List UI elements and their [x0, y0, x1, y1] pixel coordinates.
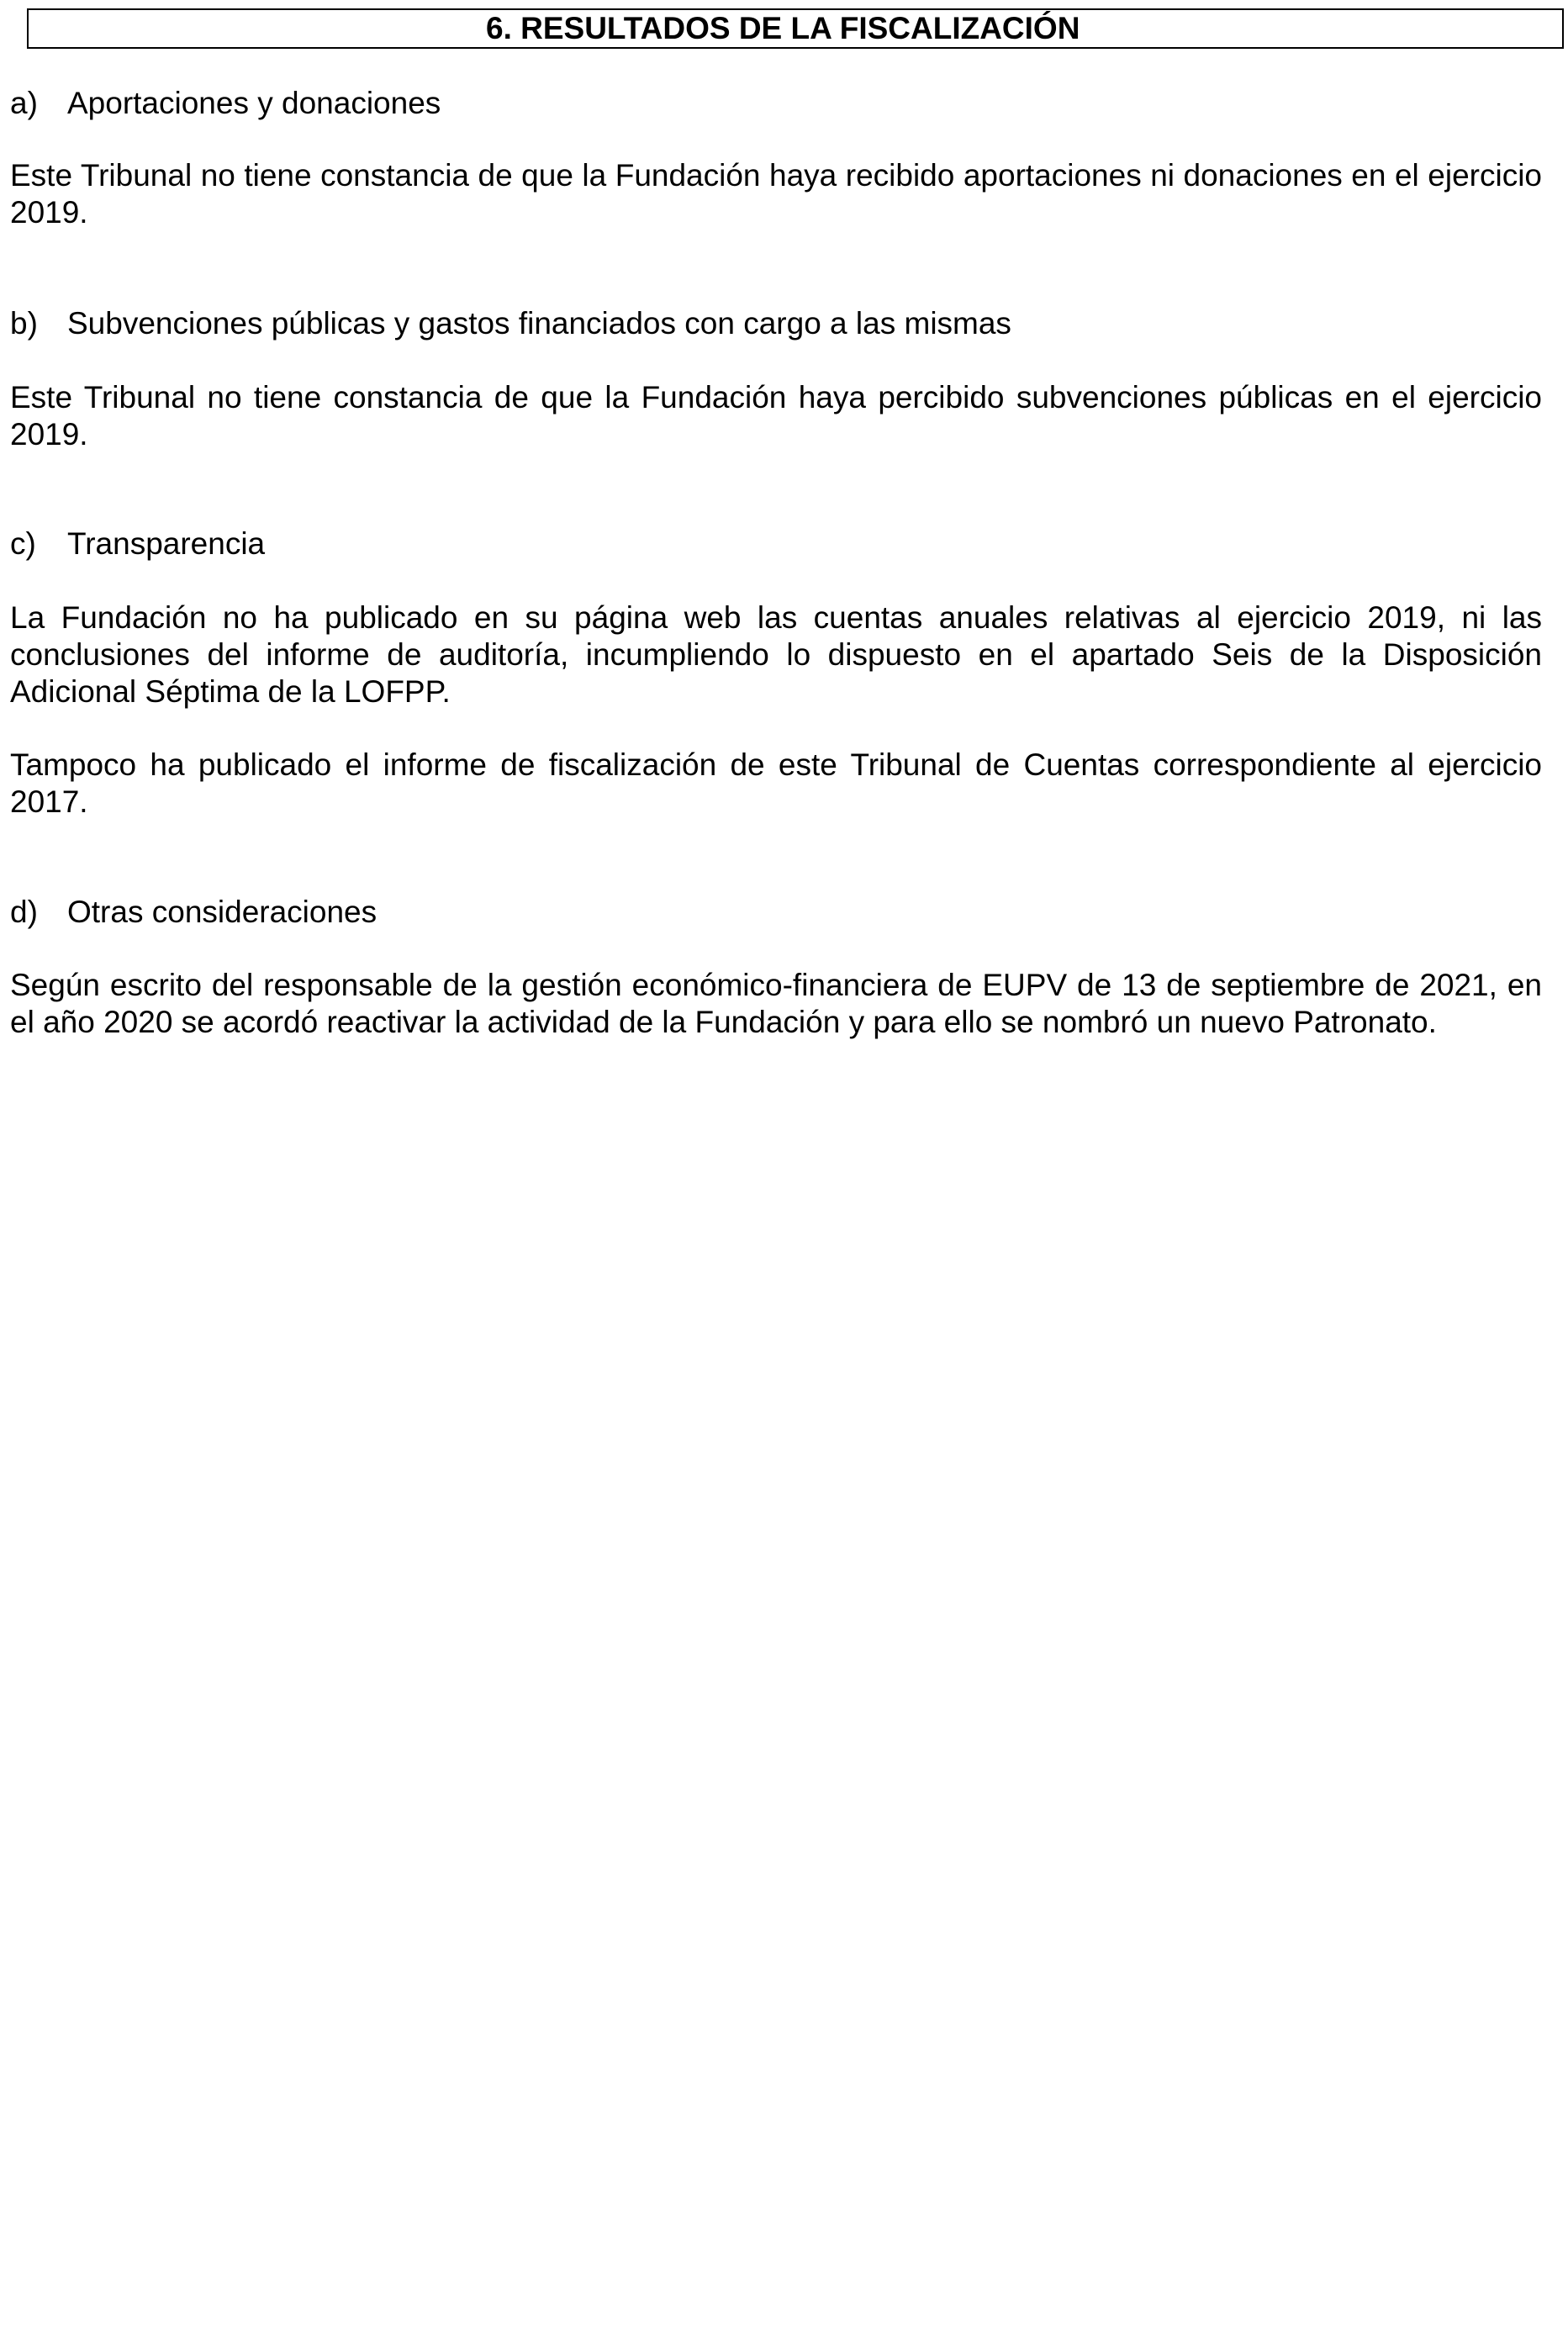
subsection-heading-a	[10, 85, 441, 122]
paragraph	[10, 747, 1542, 821]
paragraph-line: Adicional Séptima de la LOFPP.	[10, 674, 451, 709]
paragraph-line: La Fundación no ha publicado en su página web las cuentas anuales relativas al ejercicio 2019, ni las	[10, 600, 1542, 635]
subsection-heading-c	[10, 525, 265, 562]
subsection-title: Transparencia	[67, 526, 266, 561]
subsection-title: Subvenciones públicas y gastos financiados con cargo a las mismas	[67, 306, 1011, 341]
subsection-heading-d	[10, 894, 377, 931]
paragraph-line: Tampoco ha publicado el informe de fiscalización de este Tribunal de Cuentas correspondiente al ejercicio	[10, 747, 1542, 782]
paragraph-line: conclusiones del informe de auditoría, incumpliendo lo dispuesto en el apartado Seis de la Disposición	[10, 637, 1542, 672]
paragraph-line: 2019.	[10, 195, 88, 230]
subsection-marker: c)	[10, 526, 36, 561]
subsection-marker: a)	[10, 86, 38, 120]
subsection-heading-b	[10, 305, 1011, 342]
section-title: 6. RESULTADOS DE LA FISCALIZACIÓN	[486, 11, 1080, 45]
paragraph	[10, 967, 1542, 1041]
subsection-marker: b)	[10, 306, 38, 341]
paragraph	[10, 379, 1542, 453]
paragraph	[10, 157, 1542, 231]
paragraph-line: Según escrito del responsable de la gestión económico-financiera de EUPV de 13 de septiembre de 2021, en	[10, 968, 1542, 1002]
paragraph-line: el año 2020 se acordó reactivar la actividad de la Fundación y para ello se nombró un nuevo Patronato.	[10, 1005, 1437, 1039]
paragraph-line: 2019.	[10, 417, 88, 451]
subsection-title: Aportaciones y donaciones	[67, 86, 441, 120]
paragraph-line: 2017.	[10, 784, 88, 819]
paragraph	[10, 599, 1542, 710]
subsection-title: Otras consideraciones	[67, 895, 377, 929]
subsection-marker: d)	[10, 895, 38, 929]
paragraph-line: Este Tribunal no tiene constancia de que la Fundación haya percibido subvenciones públicas en el ejercicio	[10, 380, 1542, 415]
paragraph-line: Este Tribunal no tiene constancia de que la Fundación haya recibido aportaciones ni donaciones en el ejercicio	[10, 158, 1542, 193]
